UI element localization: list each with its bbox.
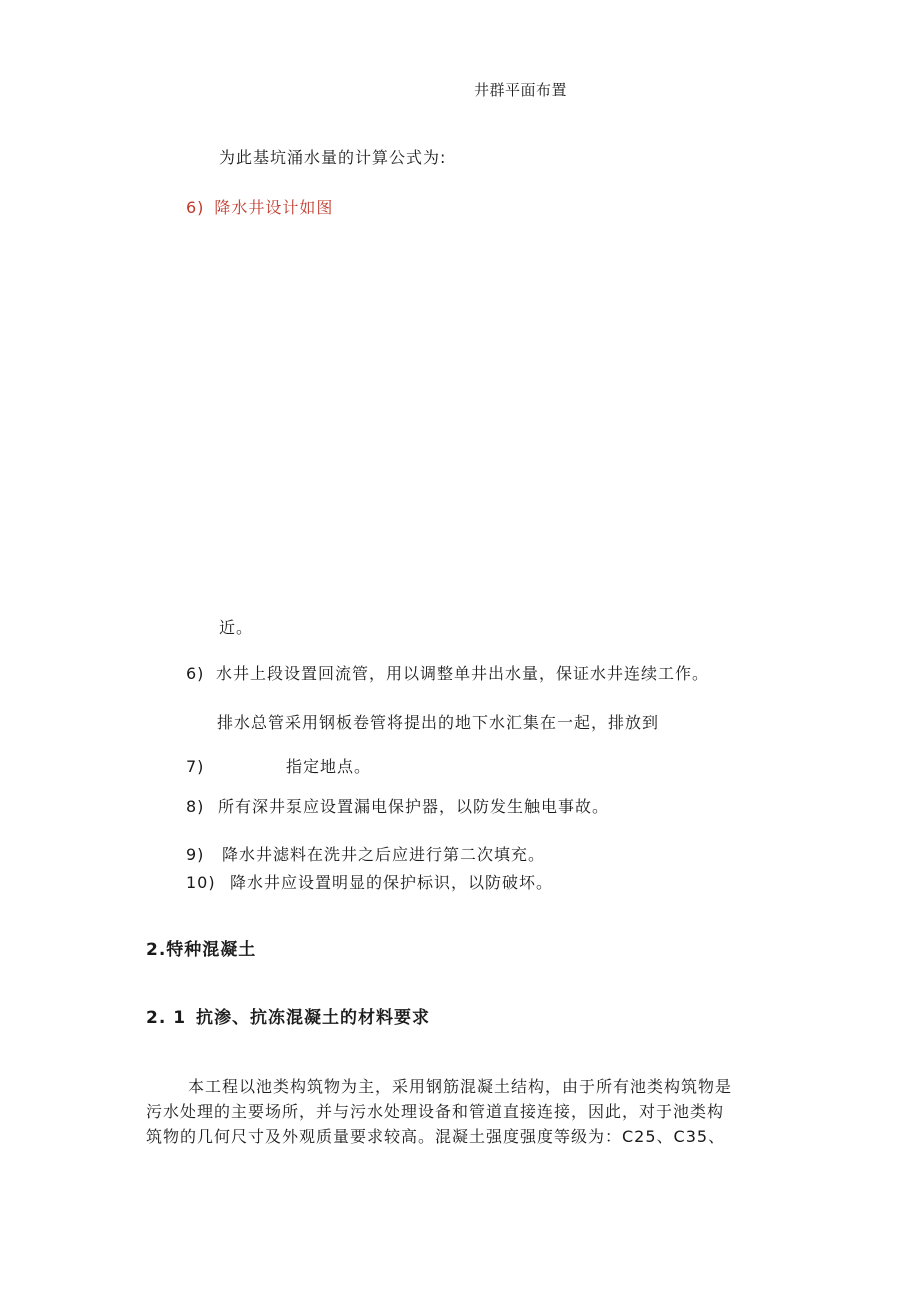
body-paragraph xyxy=(146,1074,776,1149)
list-item-10 xyxy=(186,873,553,893)
list-item-number: 9) xyxy=(186,845,205,864)
continuation-text: 近。 xyxy=(219,618,254,637)
list-item-number: 10) xyxy=(186,873,216,892)
drain-pipe-text: 排水总管采用钢板卷管将提出的地下水汇集在一起，排放到 xyxy=(217,713,660,732)
section-2-heading: 2.特种混凝土 xyxy=(146,940,257,960)
formula-intro-text: 为此基坑涌水量的计算公式为: xyxy=(219,148,447,167)
heading-text: 降水井设计如图 xyxy=(214,198,334,217)
paragraph-line: 本工程以池类构筑物为主，采用钢筋混凝土结构，由于所有池类构筑物是 xyxy=(188,1077,733,1096)
list-item-text: 水井上段设置回流管，用以调整单井出水量，保证水井连续工作。 xyxy=(216,664,710,683)
list-item-text: 所有深井泵应设置漏电保护器，以防发生触电事故。 xyxy=(218,797,610,816)
list-item-number: 8) xyxy=(186,797,205,816)
list-item-number: 6) xyxy=(186,664,205,683)
list-item-6 xyxy=(186,664,709,684)
paragraph-line: 污水处理的主要场所，并与污水处理设备和管道直接连接，因此，对于池类构 xyxy=(146,1102,725,1121)
list-item-text: 降水井滤料在洗井之后应进行第二次填充。 xyxy=(222,845,546,864)
section-number: 2. 1 xyxy=(146,1008,187,1028)
dewatering-well-heading xyxy=(186,198,333,218)
list-item-7 xyxy=(186,757,371,777)
list-item-text: 降水井应设置明显的保护标识，以防破坏。 xyxy=(230,873,554,892)
heading-number: 6) xyxy=(186,198,205,217)
list-item-number: 7) xyxy=(186,757,205,776)
list-item-text: 指定地点。 xyxy=(286,757,372,776)
figure-caption: 井群平面布置 xyxy=(474,81,568,99)
list-item-9 xyxy=(186,845,545,865)
list-item-8 xyxy=(186,797,609,817)
paragraph-line: 筑物的几何尺寸及外观质量要求较高。混凝土强度强度等级为：C25、C35、 xyxy=(146,1127,726,1146)
section-title: 抗渗、抗冻混凝土的材料要求 xyxy=(196,1008,430,1028)
section-2-1-heading xyxy=(146,1008,430,1028)
